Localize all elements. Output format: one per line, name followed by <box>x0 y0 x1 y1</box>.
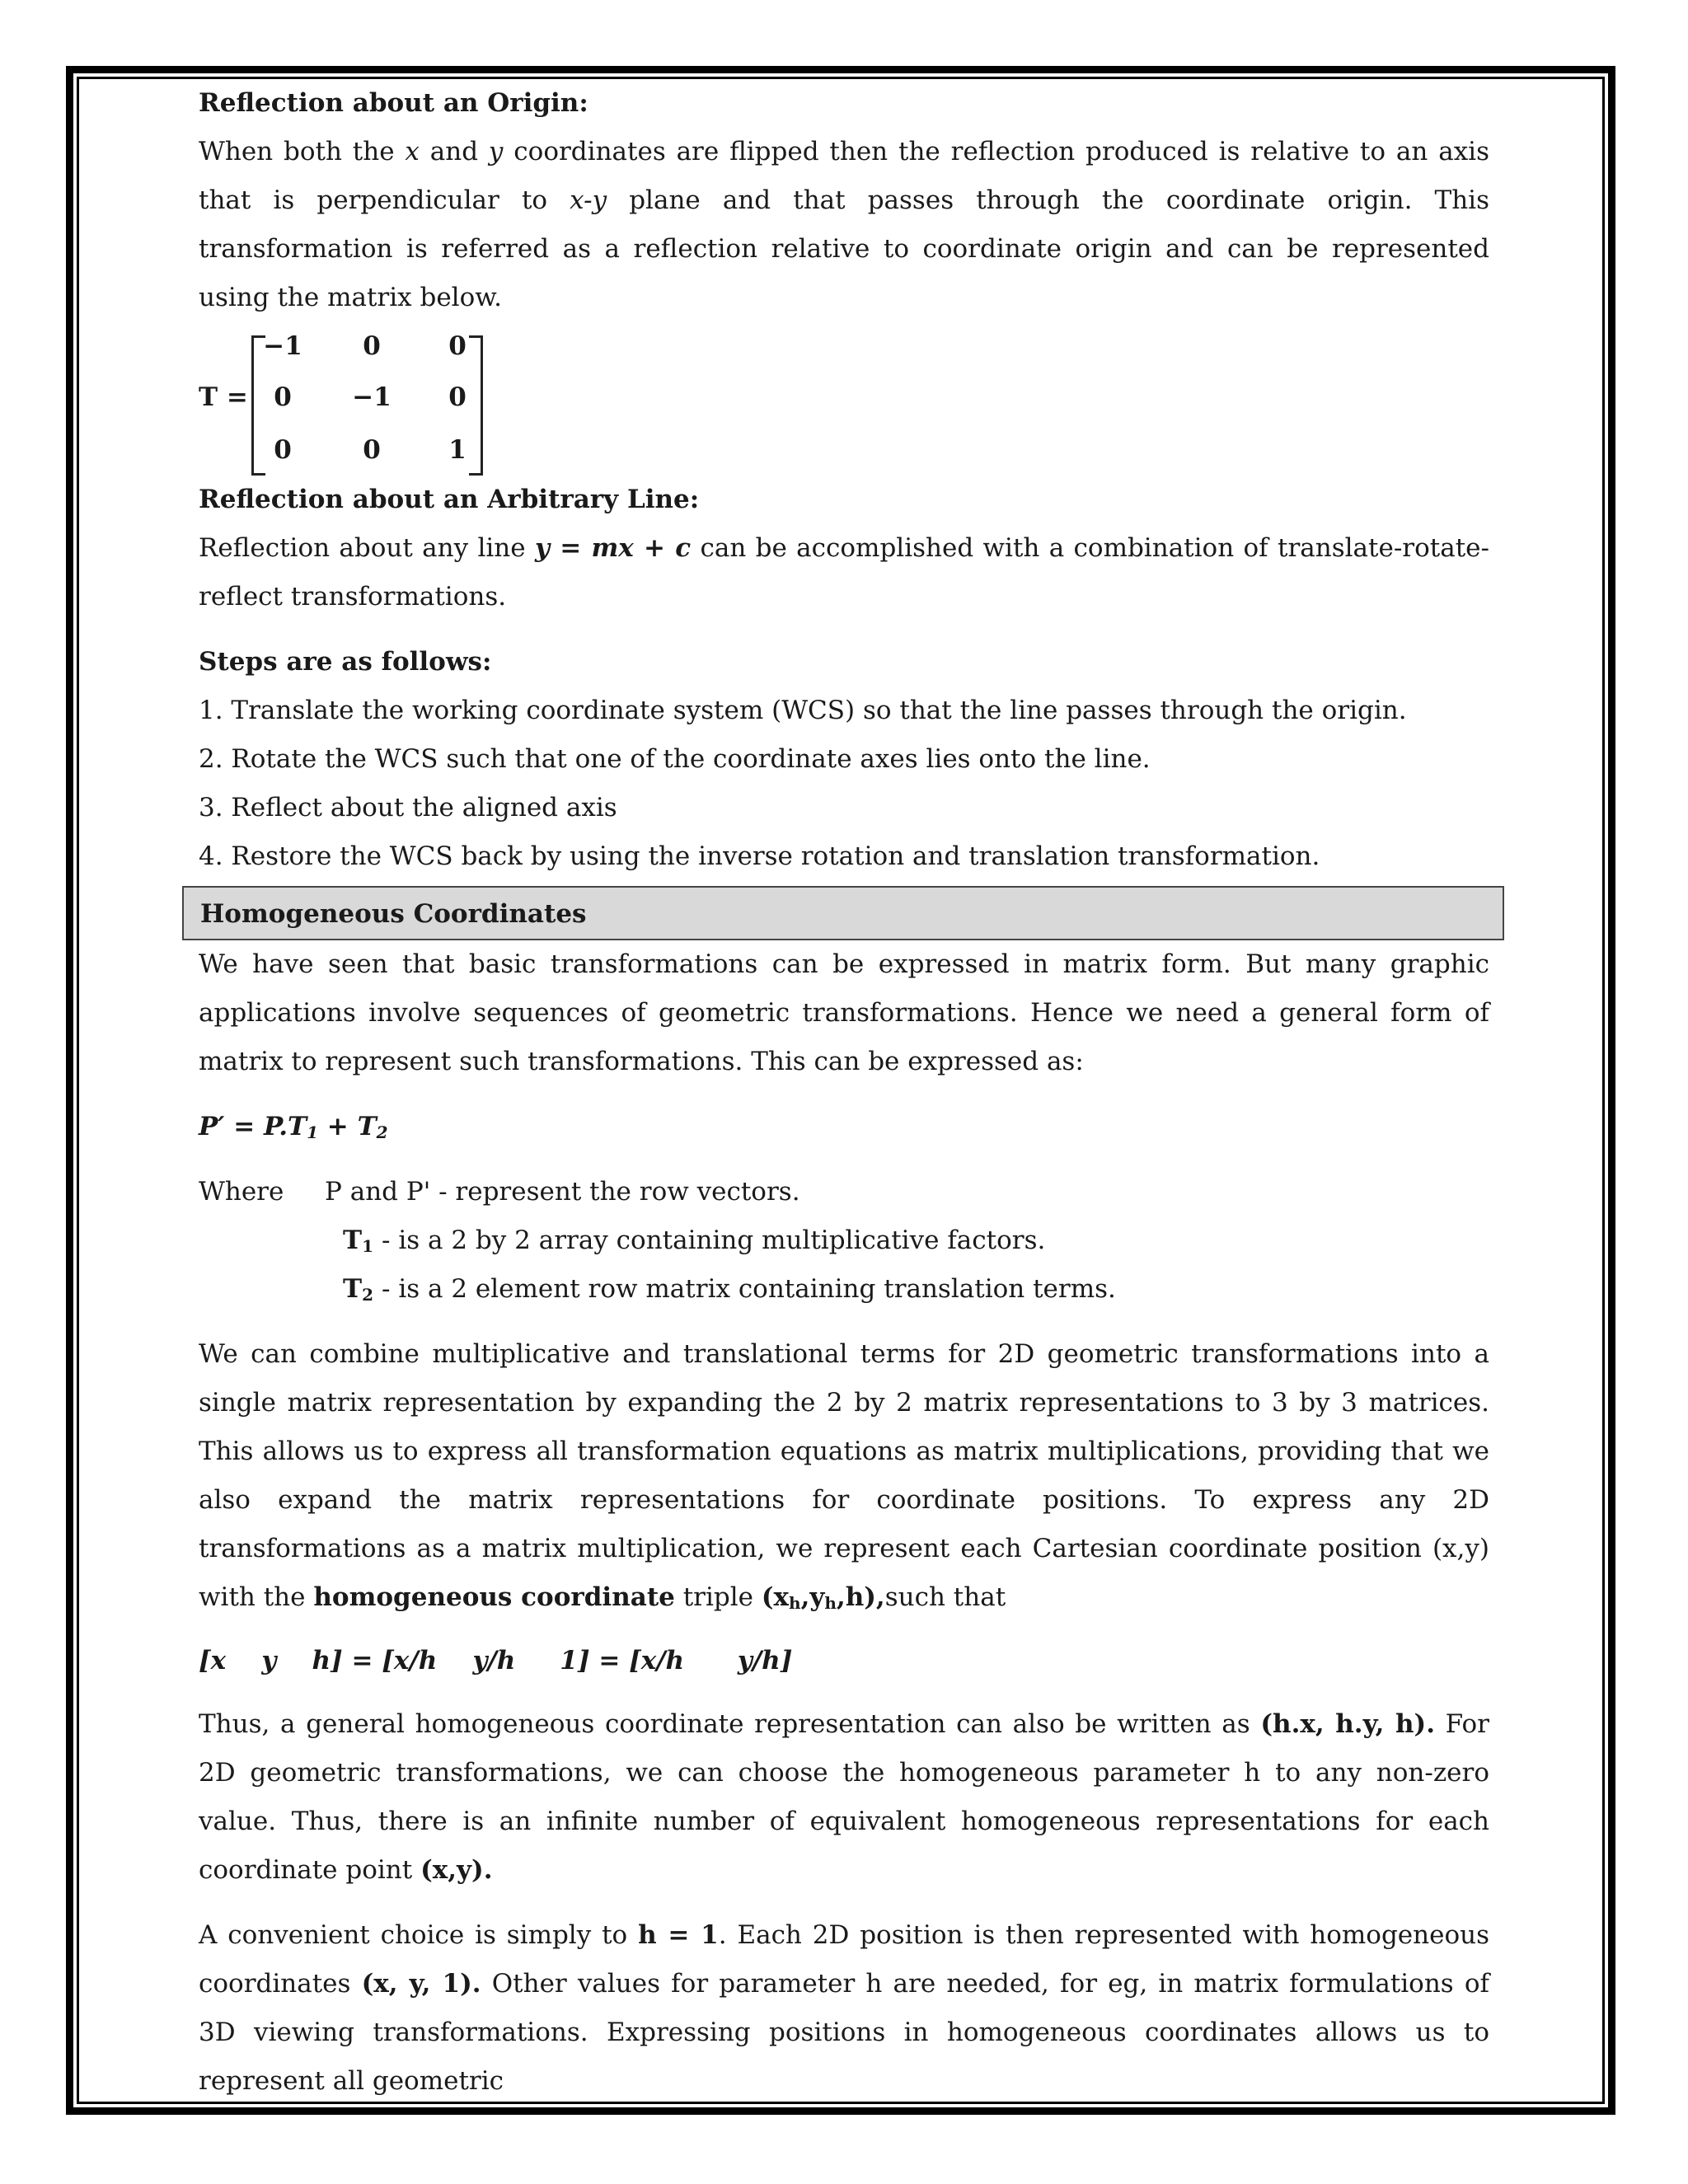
where-definition: P and P' - represent the row vectors. <box>325 1177 800 1207</box>
text-run: (x,y). <box>420 1855 493 1885</box>
text-run: triple <box>674 1582 762 1612</box>
text-run: 2 <box>362 1285 373 1305</box>
text-run <box>762 1582 885 1612</box>
text-run: coordinates are flipped then the reflection produced is relative to an axis that is perpendicular to <box>199 137 1489 215</box>
text-run: plane and that passes through the coordinate origin. This transformation is referred as a reflection relative to coordinate origin and can be represented using the matrix below. <box>199 185 1489 312</box>
text-run: When both the <box>199 137 406 166</box>
matrix-cell: −1 <box>352 382 392 412</box>
where-row-p <box>199 1168 1489 1216</box>
text-run: such that <box>884 1582 1006 1612</box>
paragraph-reflection-line <box>199 524 1489 621</box>
where-row-t1 <box>199 1216 1489 1265</box>
matrix-cell: 0 <box>274 435 292 465</box>
step-item: 3. Reflect about the aligned axis <box>199 793 617 823</box>
text-run: We can combine multiplicative and translational terms for 2D geometric transformations into a single matrix representation by expanding the 2 by 2 matrix representations to 3 by 3 matrices. This allows us to express all transformation equations as matrix multiplications, providing that we also expand the matrix representations for coordinate positions. To express any 2D transformations as a matrix multiplication, we represent each Cartesian coordinate position (x,y) with the <box>199 1339 1489 1612</box>
paragraph-homogeneous-intro: We have seen that basic transformations can be expressed in matrix form. But many graphic applications involve sequences of geometric transformations. Hence we need a general form of matrix to represent such transformations. This can be expressed as: <box>199 949 1489 1076</box>
text-run: T <box>343 1226 363 1255</box>
t2-label <box>343 1265 373 1314</box>
text-run: 2 <box>376 1122 388 1142</box>
equation-general-form <box>199 1103 1489 1151</box>
page-content <box>199 79 1489 2106</box>
t1-label <box>343 1216 373 1265</box>
matrix-cell: 0 <box>448 382 467 412</box>
text-run: T <box>343 1274 363 1304</box>
text-run: and <box>419 137 489 166</box>
text-run: 1 <box>307 1122 319 1142</box>
where-row-t2 <box>199 1265 1489 1314</box>
section-header-homogeneous <box>182 886 1504 940</box>
matrix-cell: 0 <box>363 435 381 465</box>
section-title: Homogeneous Coordinates <box>200 899 587 929</box>
text-run: ,h), <box>836 1582 885 1612</box>
text-run: ,y <box>800 1582 825 1612</box>
text-run: . Each 2D position is then represented with homogeneous coordinates <box>199 1920 1489 1999</box>
equation-homogeneous: [x y h] = [x/h y/h 1] = [x/h y/h] <box>199 1646 793 1675</box>
text-run: Other values for parameter h are needed, for eg, in matrix formulations of 3D viewing transformations. Expressing positions in homogeneous coordinates allows us to represent all geometric <box>199 1969 1490 2096</box>
paragraph-homogeneous-general <box>199 1700 1489 1895</box>
where-definition: - is a 2 by 2 array containing multiplicative factors. <box>382 1226 1046 1255</box>
text-run: A convenient choice is simply to <box>199 1920 639 1950</box>
matrix-cell: 0 <box>448 331 467 361</box>
text-run: h <box>789 1593 801 1613</box>
text-run: can be accomplished with a combination of translate-rotate-reflect transformations. <box>199 533 1489 612</box>
where-label: Where <box>199 1177 284 1207</box>
text-run: Thus, a general homogeneous coordinate representation can also be written as <box>199 1709 1261 1739</box>
reflection-matrix <box>199 327 1489 476</box>
step-item: 1. Translate the working coordinate system (WCS) so that the line passes through the origin. <box>199 696 1407 725</box>
text-run: 1 <box>362 1236 373 1256</box>
text-run: h = 1 <box>638 1920 719 1950</box>
matrix-cell: 0 <box>274 382 292 412</box>
matrix-cell: 0 <box>363 331 381 361</box>
matrix-label: T = <box>199 382 248 412</box>
matrix-cell: −1 <box>263 331 302 361</box>
heading-reflection-origin: Reflection about an Origin: <box>199 88 588 118</box>
text-run: homogeneous coordinate <box>313 1582 675 1612</box>
step-item: 4. Restore the WCS back by using the inverse rotation and translation transformation. <box>199 841 1320 871</box>
text-run: x <box>405 137 420 166</box>
where-definition: - is a 2 element row matrix containing translation terms. <box>382 1274 1116 1304</box>
paragraph-reflection-origin <box>199 128 1489 322</box>
text-run: h <box>824 1593 837 1613</box>
heading-steps: Steps are as follows: <box>199 647 492 677</box>
text-run: + T <box>318 1112 377 1141</box>
paragraph-homogeneous-choice <box>199 1911 1489 2106</box>
paragraph-homogeneous-combine <box>199 1330 1489 1622</box>
text-run: (x <box>761 1582 790 1612</box>
matrix-cell: 1 <box>448 435 467 465</box>
text-run: Reflection about any line <box>199 533 535 563</box>
text-run: P′ = P.T <box>199 1112 307 1141</box>
heading-reflection-line: Reflection about an Arbitrary Line: <box>199 485 700 514</box>
text-run: y <box>488 137 504 166</box>
text-run: x-y <box>570 185 607 215</box>
equation-inline: y = mx + c <box>534 533 692 563</box>
step-item: 2. Rotate the WCS such that one of the coordinate axes lies onto the line. <box>199 744 1151 774</box>
text-run: (x, y, 1). <box>361 1969 481 1999</box>
text-run: For 2D geometric transformations, we can choose the homogeneous parameter h to any non-zero value. Thus, there is an infinite number of equivalent homogeneous representations for each coordinate point <box>199 1709 1489 1885</box>
text-run: (h.x, h.y, h). <box>1260 1709 1436 1739</box>
